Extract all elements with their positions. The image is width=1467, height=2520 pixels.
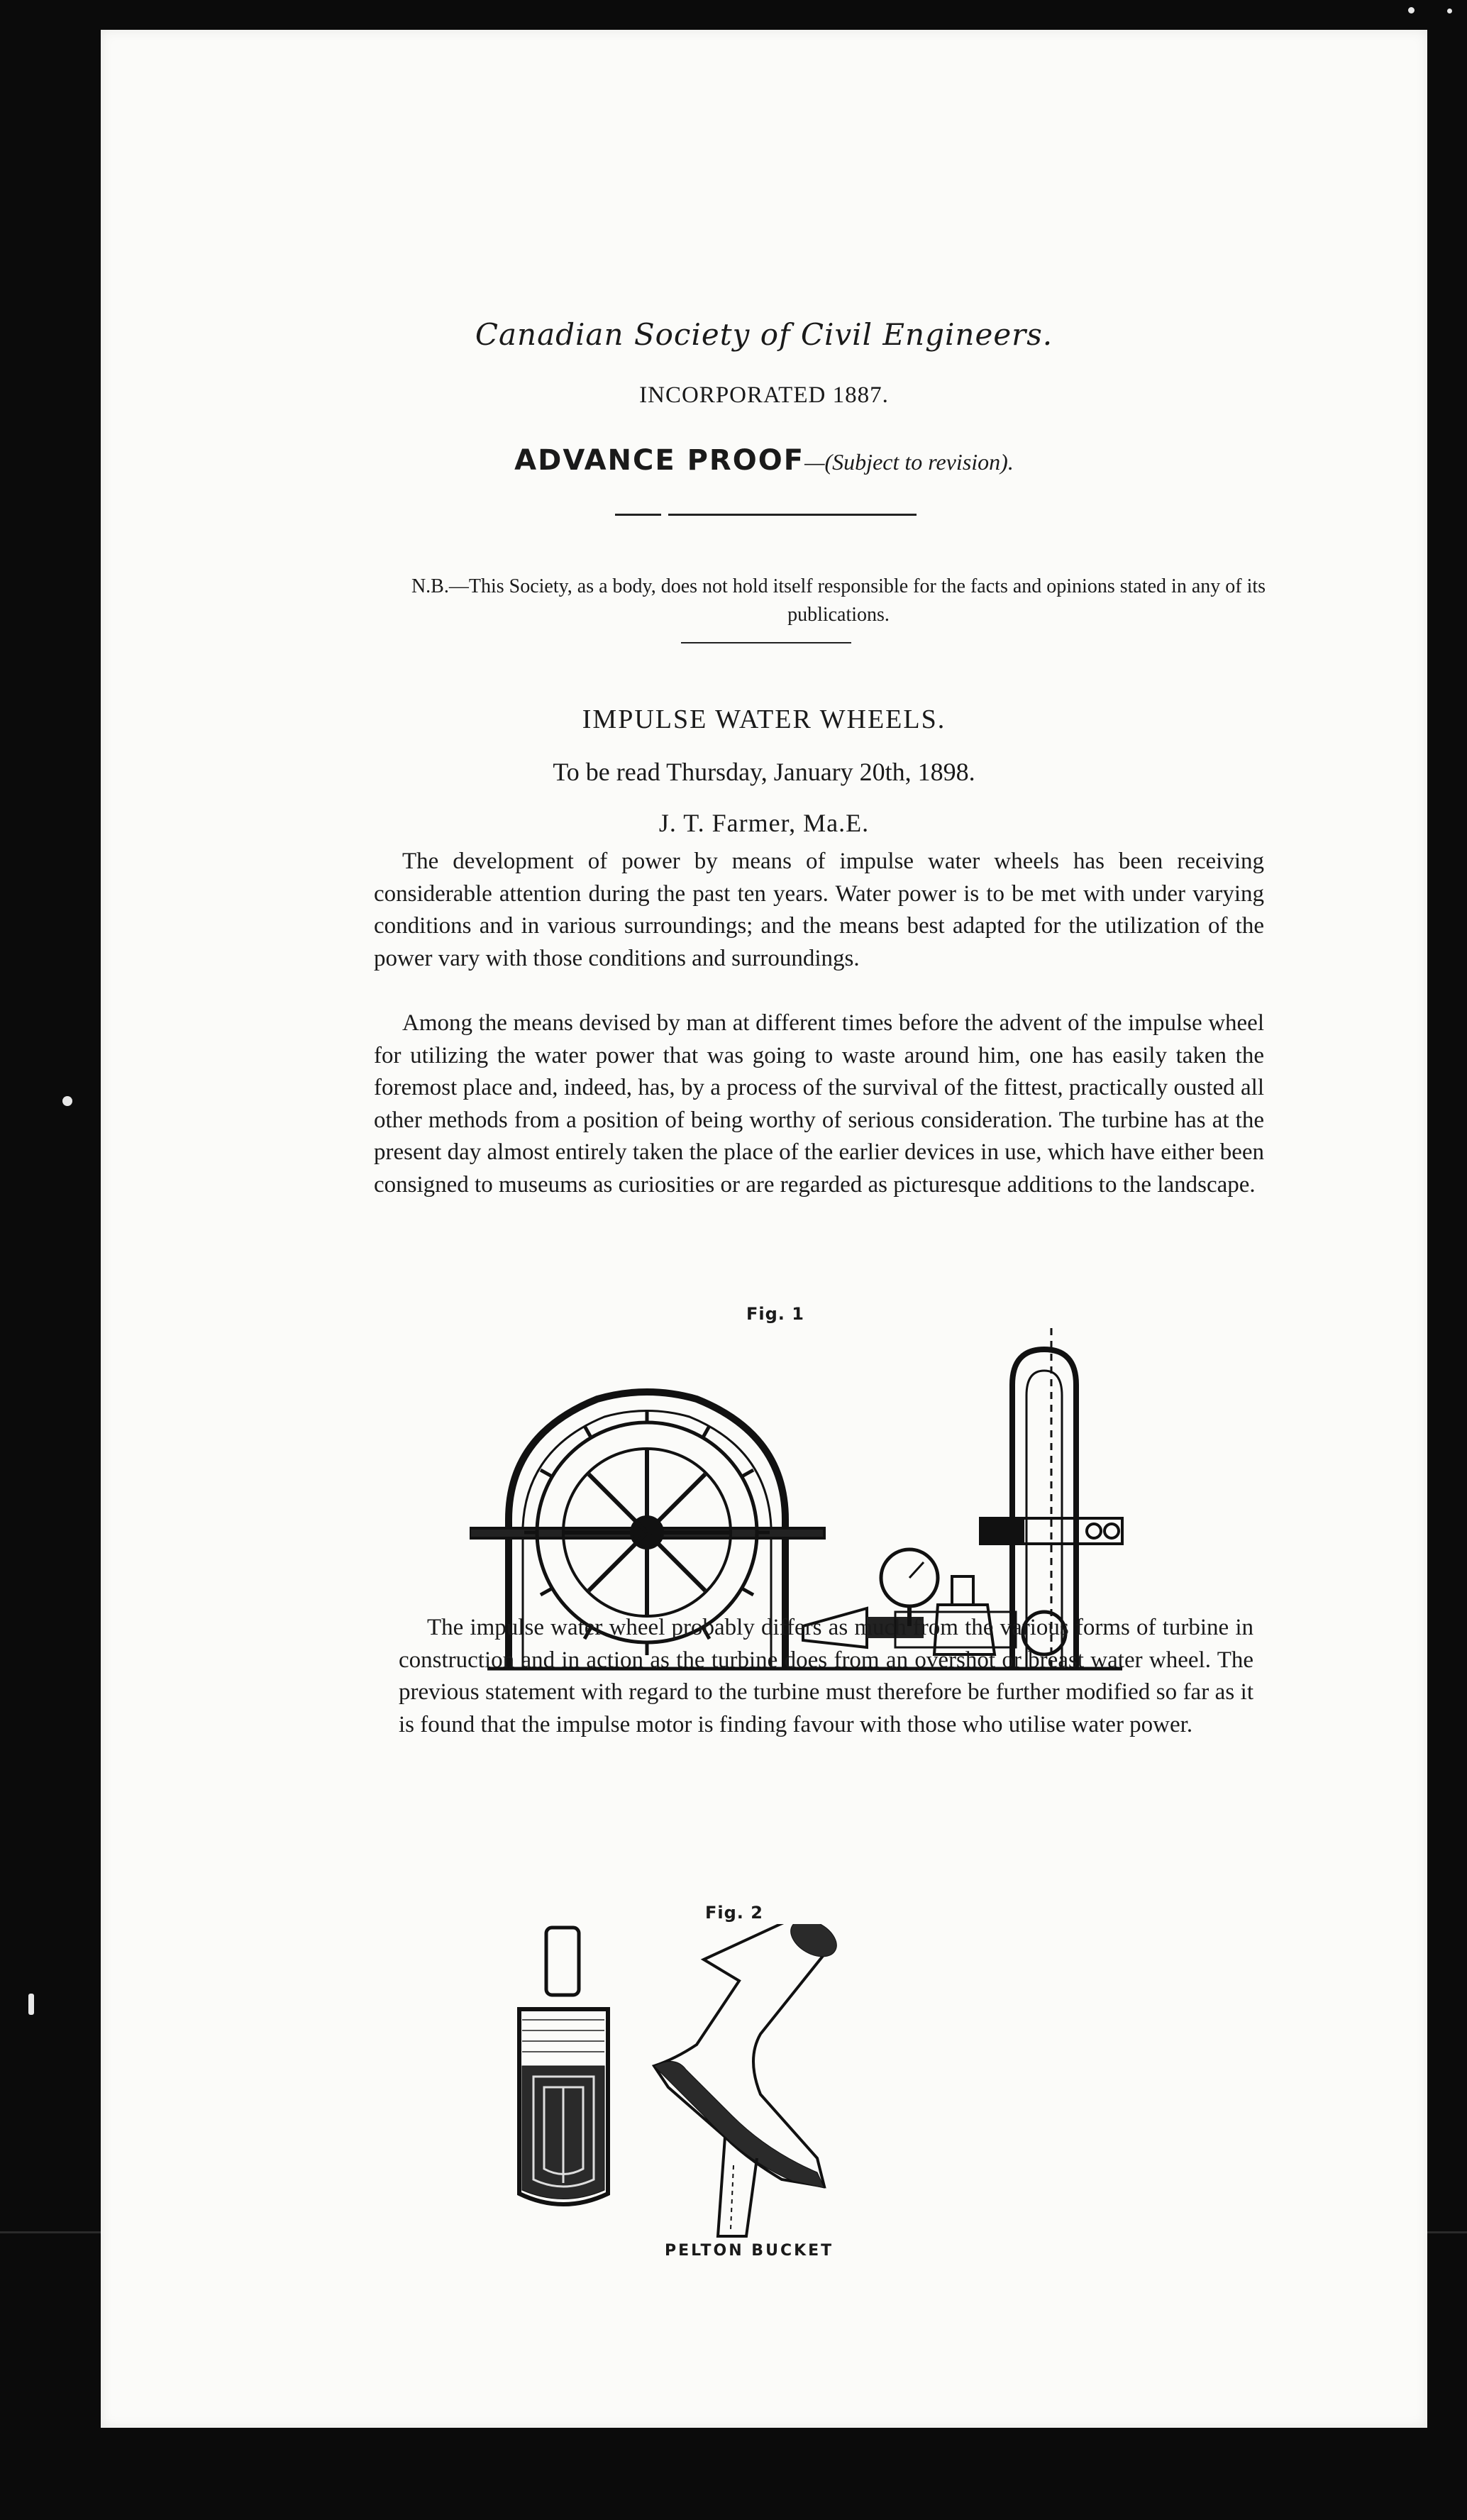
article-title: IMPULSE WATER WHEELS.: [582, 704, 946, 734]
scan-speck: [62, 1096, 72, 1106]
advance-proof-line: [101, 443, 1427, 477]
advance-proof-label: ADVANCE PROOF: [514, 444, 805, 477]
society-name: Canadian Society of Civil Engineers.: [475, 317, 1053, 352]
figure-1-label: Fig. 1: [746, 1304, 804, 1324]
scan-speck: [28, 1994, 34, 2015]
pelton-bucket-figure: [512, 1924, 1122, 2279]
document-page: [101, 30, 1427, 2428]
figure-2-label: Fig. 2: [705, 1903, 763, 1923]
reading-date: To be read Thursday, January 20th, 1898.: [553, 758, 975, 786]
divider-rule: [681, 642, 851, 643]
paragraph: The development of power by means of impulse water wheels has been receiving considerable attention during the past ten years. Water power is to be met with under varying conditions and in various surroundings; and the means best adapted for the utilization of the power vary with those conditions and surroundings.: [374, 849, 1264, 971]
incorporated-line: INCORPORATED 1887.: [639, 382, 889, 408]
paragraph: The impulse water wheel probably differs as much from the various forms of turbine in construction and in action as the turbine does from an overshot or breast water wheel. The previous statement with regard to the turbine must therefore be further modified so far as it is found that the impulse motor is finding favour with those who utilise water power.: [399, 1615, 1253, 1737]
advance-proof-subtitle: —(Subject to revision).: [804, 449, 1014, 475]
scan-speck: [1447, 9, 1452, 13]
figure-2-caption: PELTON BUCKET: [665, 2242, 834, 2260]
divider-rule: [668, 514, 917, 516]
paragraph: Among the means devised by man at different times before the advent of the impulse wheel for utilizing the water power that was going to waste around him, one has easily taken the foremost place and, indeed, has, by a process of the survival of the fittest, practically ousted all other methods from a position of being worthy of serious consideration. The turbine has at the present day almost entirely taken the place of the earlier devices in use, which have either been consigned to museums as curiosities or are regarded as picturesque additions to the landscape.: [374, 1010, 1264, 1198]
divider-rule: [615, 514, 661, 516]
author-line: J. T. Farmer, Ma.E.: [658, 809, 870, 837]
scan-speck: [1408, 7, 1415, 13]
responsibility-notice: N.B.—This Society, as a body, does not hold itself responsible for the facts and opinions stated in any of its publications.: [411, 575, 1266, 626]
